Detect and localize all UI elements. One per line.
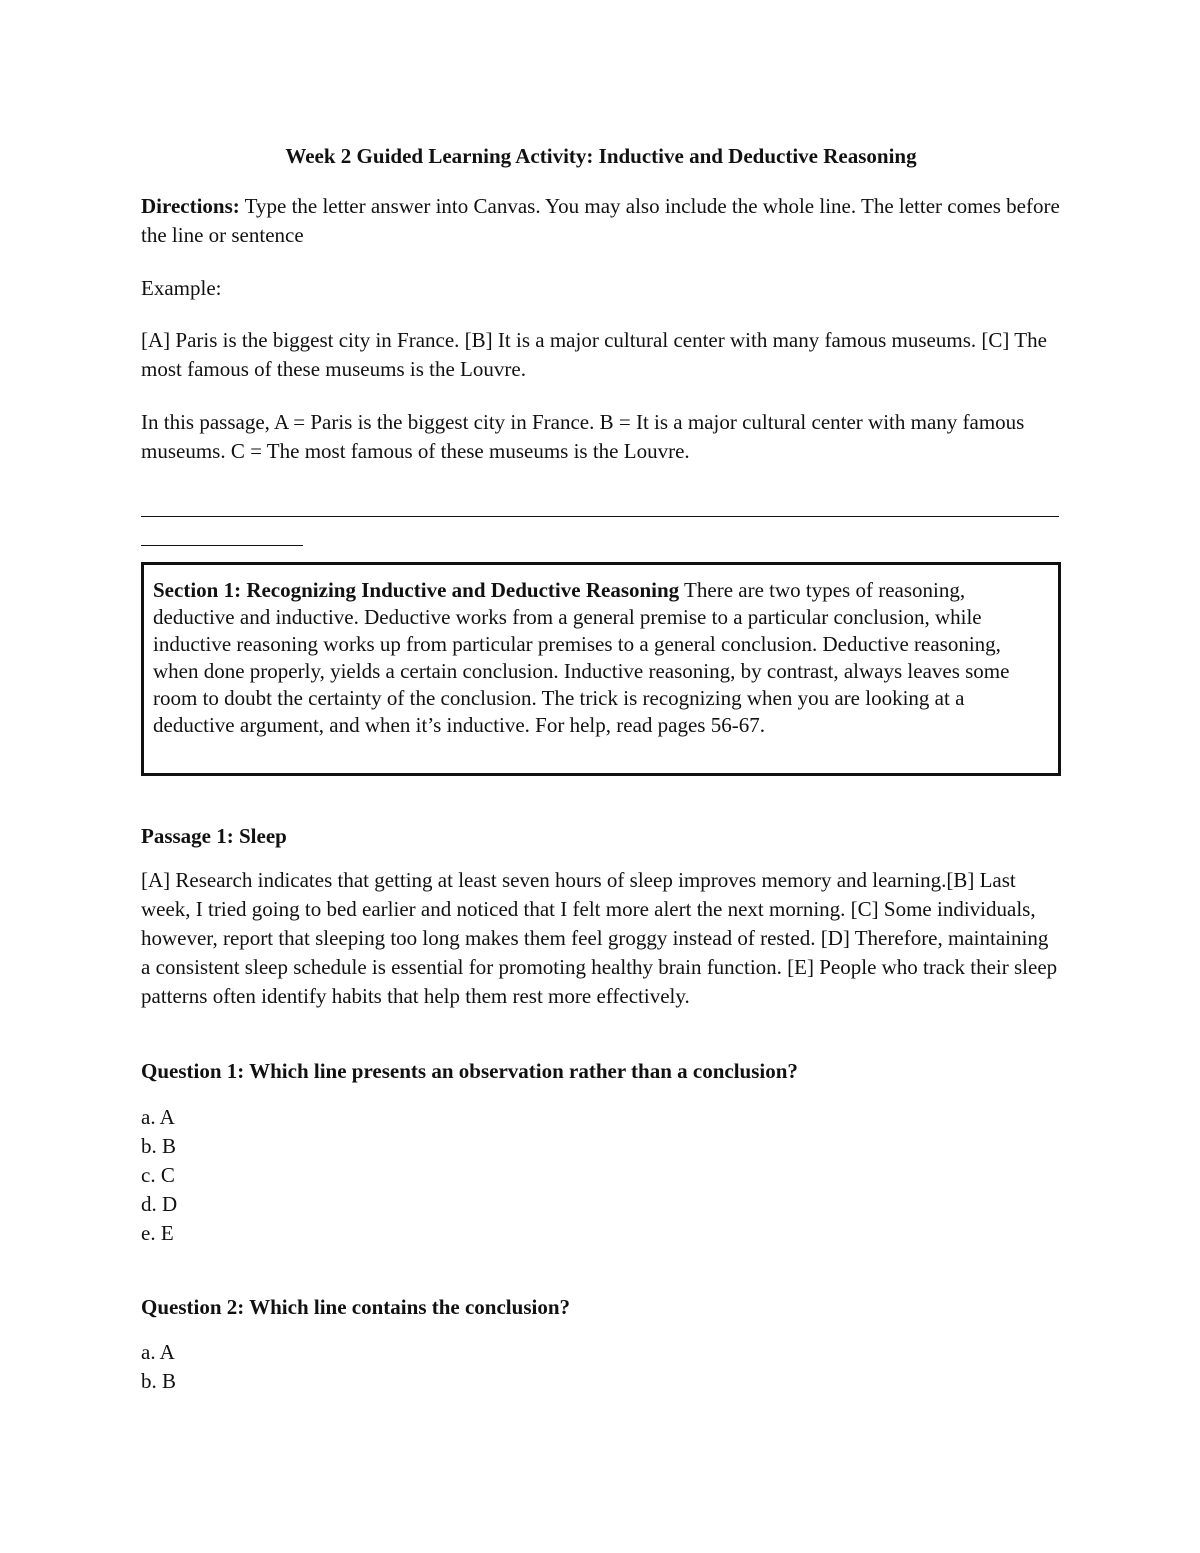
question-1-option-c: c. C <box>141 1163 175 1187</box>
question-1-option-e: e. E <box>141 1221 174 1245</box>
question-2-options <box>141 1338 176 1396</box>
section-1-text: There are two types of reasoning, deductive and inductive. Deductive works from a general premise to a particular conclusion, while inductive reasoning works up from particular premises to a general conclusion. Deductive reasoning, when done properly, yields a certain conclusion. Inductive reasoning, by contrast, always leaves some room to doubt the certainty of the conclusion. The trick is recognizing when you are looking at a deductive argument, and when it’s inductive. For help, read pages 56-67. <box>153 578 1010 737</box>
passage-1-heading: Passage 1: Sleep <box>141 824 287 848</box>
directions-text: Type the letter answer into Canvas. You may also include the whole line. The letter comes before the line or sentence <box>141 194 1060 247</box>
question-2: Question 2: Which line contains the conclusion? <box>141 1295 571 1319</box>
directions-paragraph <box>141 192 1061 250</box>
question-1: Question 1: Which line presents an observation rather than a conclusion? <box>141 1059 798 1083</box>
example-label: Example: <box>141 276 222 300</box>
section-1-content <box>153 577 1033 739</box>
example-explanation: In this passage, A = Paris is the biggest city in France. B = It is a major cultural center with many famous museums. C = The most famous of these museums is the Louvre. <box>141 410 1025 463</box>
separator-line-continuation <box>141 545 303 546</box>
question-2-option-b: b. B <box>141 1369 177 1393</box>
document-title: Week 2 Guided Learning Activity: Inductive and Deductive Reasoning <box>285 144 917 168</box>
question-1-option-a: a. A <box>141 1105 175 1129</box>
question-1-options <box>141 1103 177 1248</box>
section-1-heading: Section 1: Recognizing Inductive and Deductive Reasoning <box>153 578 680 602</box>
separator-line <box>141 516 1059 517</box>
question-1-option-b: b. B <box>141 1134 177 1158</box>
question-1-option-d: d. D <box>141 1192 178 1216</box>
question-2-option-a: a. A <box>141 1340 175 1364</box>
passage-1-text: [A] Research indicates that getting at least seven hours of sleep improves memory and learning.[B] Last week, I tried going to bed earlier and noticed that I felt more alert the next morning. [C] Some individuals, however, report that sleeping too long makes them feel groggy instead of rested. [D] Therefore, maintaining a consistent sleep schedule is essential for promoting healthy brain function. [E] People who track their sleep patterns often identify habits that help them rest more effectively. <box>141 868 1058 1008</box>
directions-label: Directions: <box>141 194 240 218</box>
example-passage: [A] Paris is the biggest city in France. [B] It is a major cultural center with many famous museums. [C] The most famous of these museums is the Louvre. <box>141 328 1047 381</box>
section-1-box <box>141 562 1061 776</box>
